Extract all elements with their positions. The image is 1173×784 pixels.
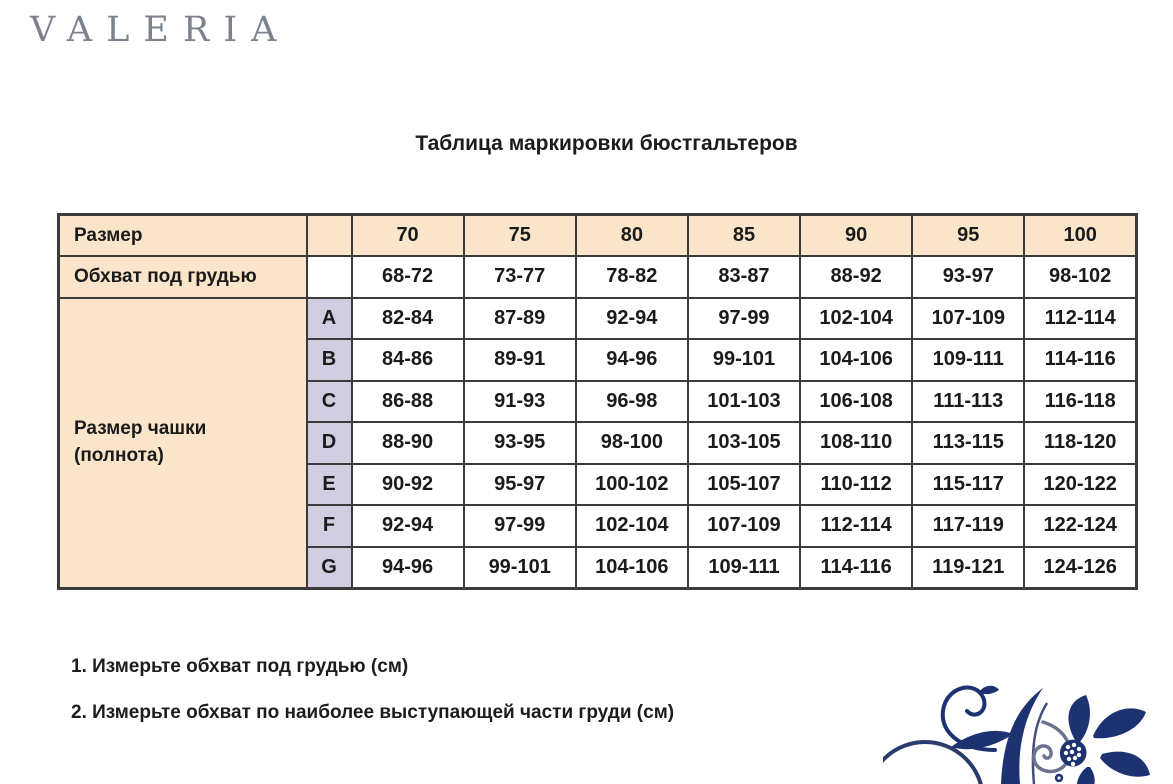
underbust-value: 98-102 — [1024, 256, 1136, 298]
cup-value: 103-105 — [688, 422, 800, 464]
cup-value: 95-97 — [464, 464, 576, 506]
cup-letter: G — [307, 547, 352, 589]
cup-value: 92-94 — [352, 505, 464, 547]
cup-value: 115-117 — [912, 464, 1024, 506]
cup-value: 116-118 — [1024, 381, 1136, 423]
cup-value: 88-90 — [352, 422, 464, 464]
underbust-empty-cell — [307, 256, 352, 298]
cup-value: 89-91 — [464, 339, 576, 381]
cup-value: 96-98 — [576, 381, 688, 423]
cup-letter: E — [307, 464, 352, 506]
cup-value: 109-111 — [912, 339, 1024, 381]
cup-size-label-line1: Размер чашки — [74, 417, 207, 439]
cup-value: 102-104 — [800, 298, 912, 340]
cup-value: 91-93 — [464, 381, 576, 423]
cup-row — [59, 298, 1137, 340]
underbust-value: 68-72 — [352, 256, 464, 298]
cup-value: 117-119 — [912, 505, 1024, 547]
cup-value: 108-110 — [800, 422, 912, 464]
band-size-header: 85 — [688, 215, 800, 257]
cup-value: 107-109 — [912, 298, 1024, 340]
cup-value: 97-99 — [464, 505, 576, 547]
cup-value: 112-114 — [800, 505, 912, 547]
cup-value: 94-96 — [576, 339, 688, 381]
cup-value: 100-102 — [576, 464, 688, 506]
cup-value: 112-114 — [1024, 298, 1136, 340]
band-size-header: 80 — [576, 215, 688, 257]
band-size-header: 100 — [1024, 215, 1136, 257]
cup-value: 82-84 — [352, 298, 464, 340]
cup-value: 84-86 — [352, 339, 464, 381]
cup-value: 90-92 — [352, 464, 464, 506]
cup-value: 119-121 — [912, 547, 1024, 589]
cup-value: 99-101 — [464, 547, 576, 589]
cup-value: 110-112 — [800, 464, 912, 506]
band-size-header: 70 — [352, 215, 464, 257]
band-size-header: 90 — [800, 215, 912, 257]
cup-value: 118-120 — [1024, 422, 1136, 464]
floral-ornament-icon — [883, 654, 1173, 784]
underbust-row-label: Обхват под грудью — [59, 256, 307, 298]
cup-value: 114-116 — [800, 547, 912, 589]
cup-value: 98-100 — [576, 422, 688, 464]
cup-value: 102-104 — [576, 505, 688, 547]
band-size-header: 95 — [912, 215, 1024, 257]
cup-letter: F — [307, 505, 352, 547]
measuring-instructions — [71, 656, 674, 748]
cup-value: 94-96 — [352, 547, 464, 589]
cup-value: 114-116 — [1024, 339, 1136, 381]
underbust-value: 83-87 — [688, 256, 800, 298]
brand-logo: VALERIA — [30, 10, 291, 50]
cup-value: 122-124 — [1024, 505, 1136, 547]
cup-value: 106-108 — [800, 381, 912, 423]
cup-value: 111-113 — [912, 381, 1024, 423]
header-empty-cell — [307, 215, 352, 257]
cup-value: 87-89 — [464, 298, 576, 340]
underbust-value: 73-77 — [464, 256, 576, 298]
cup-value: 97-99 — [688, 298, 800, 340]
size-header-row — [59, 215, 1137, 257]
bra-size-table — [57, 213, 1138, 590]
cup-value: 105-107 — [688, 464, 800, 506]
cup-value: 104-106 — [576, 547, 688, 589]
cup-letter: D — [307, 422, 352, 464]
cup-value: 107-109 — [688, 505, 800, 547]
cup-value: 101-103 — [688, 381, 800, 423]
instruction-step-2: 2. Измерьте обхват по наиболее выступающей части груди (см) — [71, 702, 675, 723]
cup-value: 93-95 — [464, 422, 576, 464]
cup-size-row-label — [59, 298, 307, 589]
underbust-value: 78-82 — [576, 256, 688, 298]
band-size-header: 75 — [464, 215, 576, 257]
cup-value: 124-126 — [1024, 547, 1136, 589]
cup-letter: C — [307, 381, 352, 423]
cup-letter: B — [307, 339, 352, 381]
cup-value: 92-94 — [576, 298, 688, 340]
cup-value: 104-106 — [800, 339, 912, 381]
cup-value: 120-122 — [1024, 464, 1136, 506]
underbust-row — [59, 256, 1137, 298]
cup-value: 86-88 — [352, 381, 464, 423]
cup-value: 99-101 — [688, 339, 800, 381]
cup-letter: A — [307, 298, 352, 340]
cup-size-label-line2: (полнота) — [74, 444, 164, 466]
page-title: Таблица маркировки бюстгальтеров — [415, 132, 798, 155]
size-row-label: Размер — [59, 215, 307, 257]
underbust-value: 93-97 — [912, 256, 1024, 298]
cup-value: 109-111 — [688, 547, 800, 589]
underbust-value: 88-92 — [800, 256, 912, 298]
cup-value: 113-115 — [912, 422, 1024, 464]
instruction-step-1: 1. Измерьте обхват под грудью (см) — [71, 656, 409, 677]
